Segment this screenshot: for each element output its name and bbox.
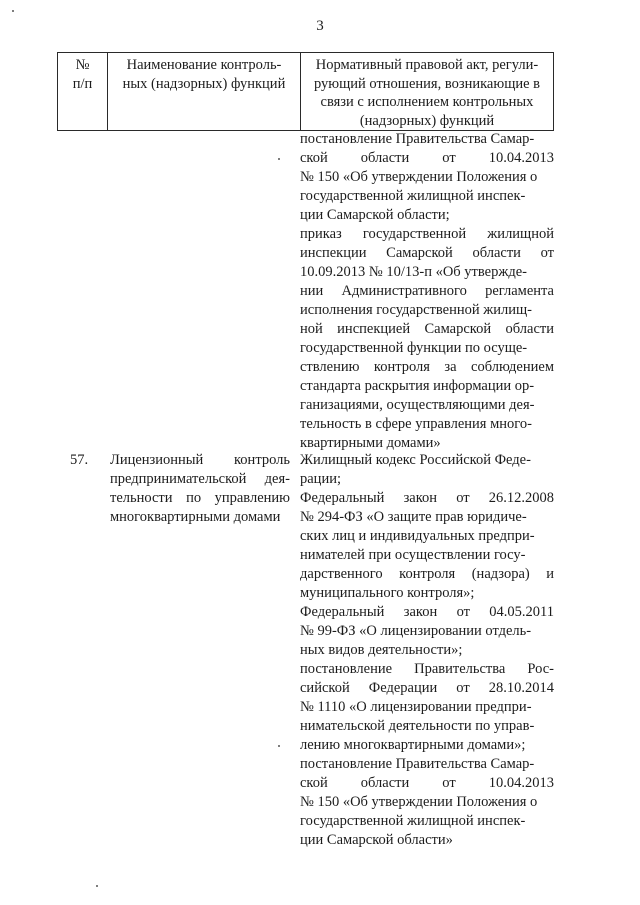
text-line: нимателей при осуществлении госу- bbox=[300, 547, 526, 563]
header-line: рующий отношения, возникающие в bbox=[313, 75, 541, 92]
text-line: ных видов деятельности»; bbox=[300, 642, 463, 658]
text-line: № 294-ФЗ «О защите прав юридиче- bbox=[300, 509, 527, 525]
text-line: Федеральный закон от 26.12.2008 bbox=[300, 490, 554, 506]
text-line: тельности по управлению bbox=[110, 490, 290, 506]
scan-speck bbox=[278, 158, 280, 160]
text-line: квартирными домами» bbox=[300, 435, 441, 451]
text-line: ции Самарской области» bbox=[300, 832, 453, 848]
text-line: приказ государственной жилищной bbox=[300, 226, 554, 242]
scan-speck bbox=[96, 885, 98, 887]
text-line: 10.09.2013 № 10/13-п «Об утвержде- bbox=[300, 264, 527, 280]
text-line: постановление Правительства Рос- bbox=[300, 661, 554, 677]
text-line: ствлению контроля за соблюдением bbox=[300, 359, 554, 375]
row-57-number-cell bbox=[70, 451, 100, 470]
text-line: тельность в сфере управления много- bbox=[300, 416, 532, 432]
text-line: нии Административного регламента bbox=[300, 283, 554, 299]
continuation-legal-acts bbox=[300, 130, 554, 453]
text-line: № 1110 «О лицензировании предпри- bbox=[300, 699, 532, 715]
header-function-column bbox=[108, 53, 301, 130]
text-line: государственной функции по осуще- bbox=[300, 340, 528, 356]
row-57-function-cell bbox=[110, 451, 290, 527]
text-line: инспекции Самарской области от bbox=[300, 245, 554, 261]
scan-speck bbox=[278, 745, 280, 747]
text-line: Федеральный закон от 04.05.2011 bbox=[300, 604, 554, 620]
header-legal-act-column bbox=[301, 53, 553, 130]
text-line: ских лиц и индивидуальных предпри- bbox=[300, 528, 535, 544]
header-line: (надзорных) функций bbox=[359, 112, 495, 129]
header-line: ных (надзорных) функций bbox=[122, 75, 286, 92]
text-line: предпринимательской дея- bbox=[110, 471, 290, 487]
text-line: исполнения государственной жилищ- bbox=[300, 302, 532, 318]
text-line: многоквартирными домами bbox=[110, 509, 281, 525]
header-number-column bbox=[58, 53, 108, 130]
text-line: № 150 «Об утверждении Положения о bbox=[300, 794, 538, 810]
scan-speck bbox=[12, 10, 14, 12]
header-line: п/п bbox=[72, 75, 93, 92]
text-line: Жилищный кодекс Российской Феде- bbox=[300, 452, 531, 468]
text-line: Лицензионный контроль bbox=[110, 452, 290, 468]
text-line: рации; bbox=[300, 471, 341, 487]
text-line: № 99-ФЗ «О лицензировании отдель- bbox=[300, 623, 532, 639]
text-line: ной инспекцией Самарской области bbox=[300, 321, 554, 337]
text-line: лению многоквартирными домами»; bbox=[300, 737, 526, 753]
text-line: ганизациями, осуществляющими дея- bbox=[300, 397, 535, 413]
header-line: Наименование контроль- bbox=[126, 57, 282, 73]
text-line: дарственного контроля (надзора) и bbox=[300, 566, 554, 582]
text-line: государственной жилищной инспек- bbox=[300, 188, 526, 204]
text-line: ской области от 10.04.2013 bbox=[300, 775, 554, 791]
text-line: сийской Федерации от 28.10.2014 bbox=[300, 680, 554, 696]
text-line: ции Самарской области; bbox=[300, 207, 450, 223]
text-line: постановление Правительства Самар- bbox=[300, 756, 535, 772]
text-line: муниципального контроля»; bbox=[300, 585, 475, 601]
header-line: связи с исполнением контрольных bbox=[320, 94, 534, 110]
text-line: нимательской деятельности по управ- bbox=[300, 718, 535, 734]
text-line: государственной жилищной инспек- bbox=[300, 813, 526, 829]
header-line: № bbox=[75, 57, 90, 73]
row-number: 57. bbox=[70, 452, 89, 468]
text-line: ской области от 10.04.2013 bbox=[300, 150, 554, 166]
text-line: № 150 «Об утверждении Положения о bbox=[300, 169, 538, 185]
table-header bbox=[57, 52, 554, 131]
page-number: 3 bbox=[316, 18, 324, 34]
header-line: Нормативный правовой акт, регули- bbox=[315, 57, 539, 73]
text-line: стандарта раскрытия информации ор- bbox=[300, 378, 535, 394]
text-line: постановление Правительства Самар- bbox=[300, 131, 535, 147]
row-57-legal-acts-cell bbox=[300, 451, 554, 850]
